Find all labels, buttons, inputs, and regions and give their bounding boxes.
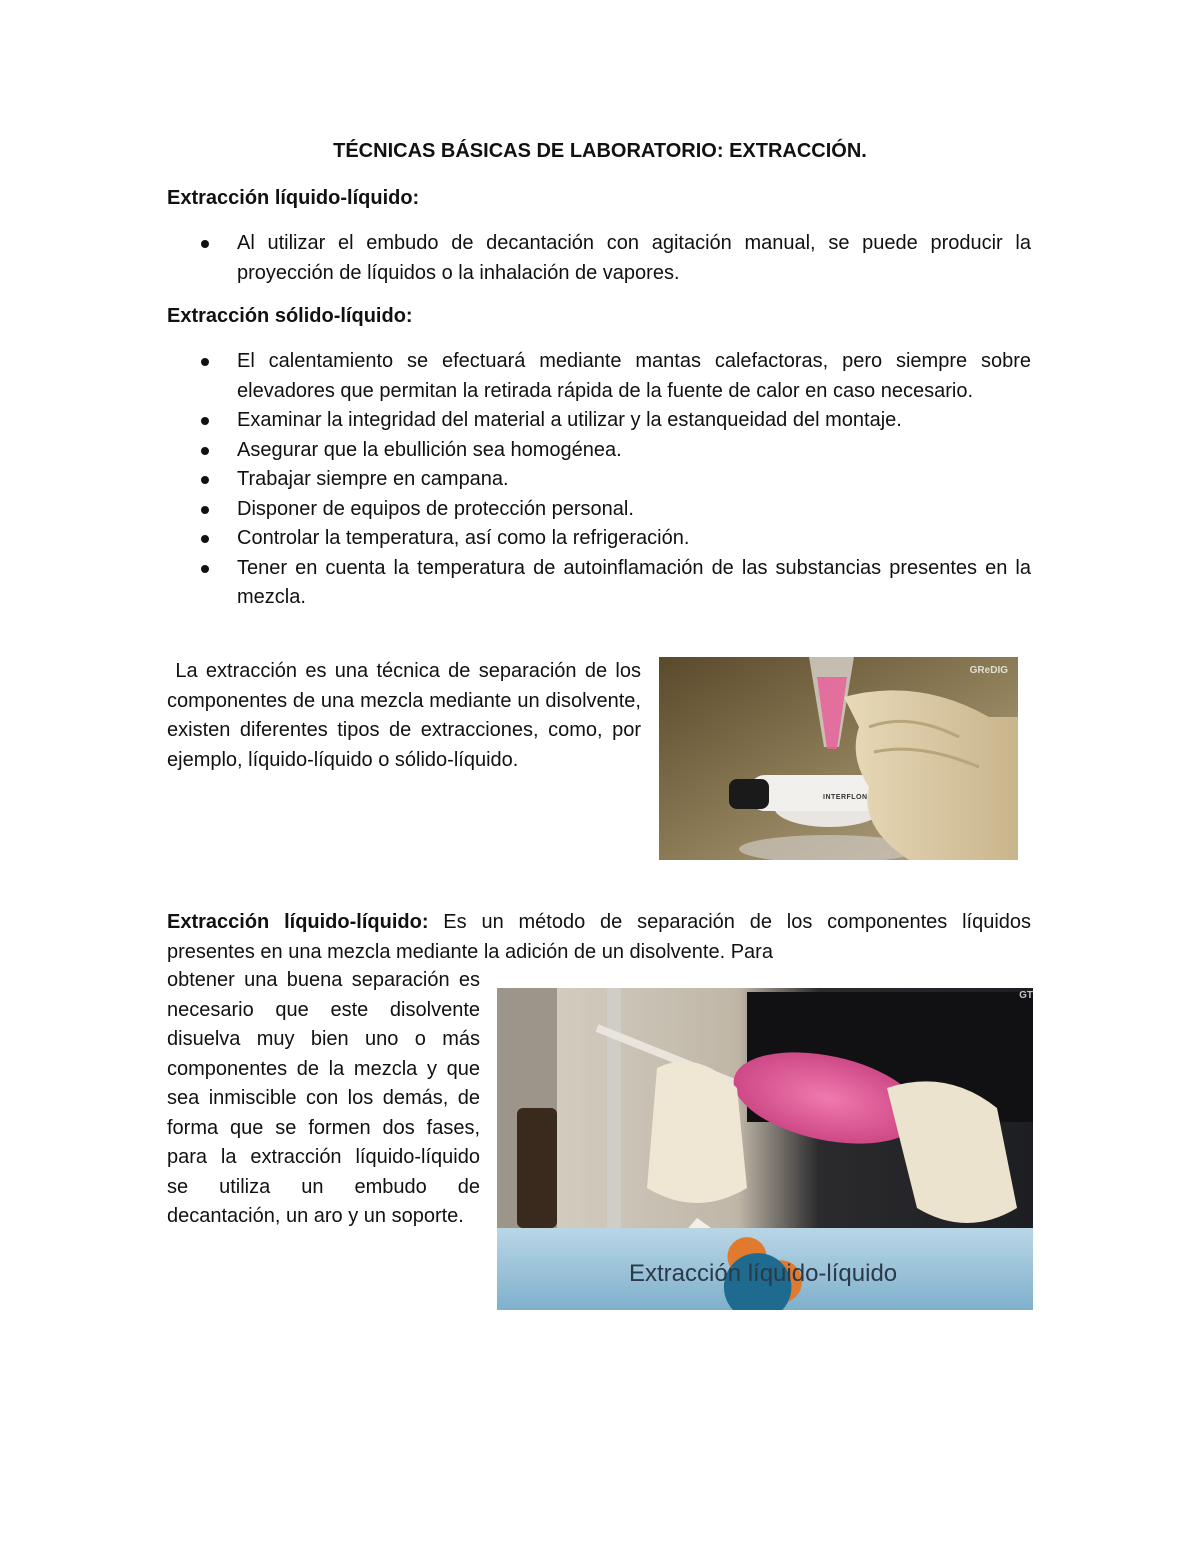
list-item: Asegurar que la ebullición sea homogénea. bbox=[167, 436, 1031, 466]
bullet-list-solid-liquid bbox=[167, 347, 1031, 613]
list-item: Trabajar siempre en campana. bbox=[167, 465, 1031, 495]
list-item: Controlar la temperatura, así como la refrigeración. bbox=[167, 524, 1031, 554]
list-item: Examinar la integridad del material a utilizar y la estanqueidad del montaje. bbox=[167, 406, 1031, 436]
ll-paragraph-narrow: obtener una buena separación es necesario que este disolvente disuelva muy bien uno o más componentes de la mezcla y que sea inmiscible con los demás, de forma que se formen dos fases, para la extracción líquido-líquido se utiliza un embudo de decantación, un aro y un soporte. bbox=[167, 969, 480, 1227]
photo2-watermark: GT bbox=[1019, 990, 1033, 1001]
heading-liquid-liquid: Extracción líquido-líquido: bbox=[167, 187, 420, 209]
photo1-illustration bbox=[659, 657, 1018, 860]
bullet-list-liquid-liquid bbox=[167, 229, 1031, 288]
video-caption-text: Extracción líquido-líquido bbox=[629, 1260, 898, 1287]
list-item: Tener en cuenta la temperatura de autoinflamación de las substancias presentes en la mezcla. bbox=[167, 554, 1031, 613]
bullet-icon bbox=[201, 417, 209, 425]
bullet-icon bbox=[201, 506, 209, 514]
ll-paragraph-wide bbox=[167, 908, 1031, 967]
separatory-funnel-stopcock-photo bbox=[659, 657, 1018, 860]
heading-solid-liquid: Extracción sólido-líquido: bbox=[167, 305, 413, 327]
bullet-icon bbox=[201, 358, 209, 366]
bullet-icon bbox=[201, 447, 209, 455]
ll-text-wide: Es un método de separación de los componentes líquidos presentes en una mezcla mediante la adición de un disolvente. Para bbox=[167, 911, 1032, 963]
separatory-funnel-shaking-photo bbox=[497, 988, 1033, 1310]
video-caption-bar bbox=[497, 1230, 1033, 1310]
photo1-watermark: GReDIG bbox=[969, 665, 1008, 676]
list-item: El calentamiento se efectuará mediante mantas calefactoras, pero siempre sobre elevadores que permitan la retirada rápida de la fuente de calor en caso necesario. bbox=[167, 347, 1031, 406]
device-brand-label: INTERFLON bbox=[823, 794, 868, 801]
bullet-icon bbox=[201, 240, 209, 248]
intro-paragraph: La extracción es una técnica de separación de los componentes de una mezcla mediante un disolvente, existen diferentes tipos de extracciones, como, por ejemplo, líquido-líquido o sólido-líquido. bbox=[167, 660, 647, 771]
list-item: Disponer de equipos de protección personal. bbox=[167, 495, 1031, 525]
document-title: TÉCNICAS BÁSICAS DE LABORATORIO: EXTRACCIÓN. bbox=[333, 140, 867, 162]
bullet-icon bbox=[201, 535, 209, 543]
list-item: Al utilizar el embudo de decantación con agitación manual, se puede producir la proyección de líquidos o la inhalación de vapores. bbox=[167, 229, 1031, 288]
bullet-icon bbox=[201, 476, 209, 484]
bullet-icon bbox=[201, 565, 209, 573]
ll-label: Extracción líquido-líquido: bbox=[167, 911, 429, 933]
